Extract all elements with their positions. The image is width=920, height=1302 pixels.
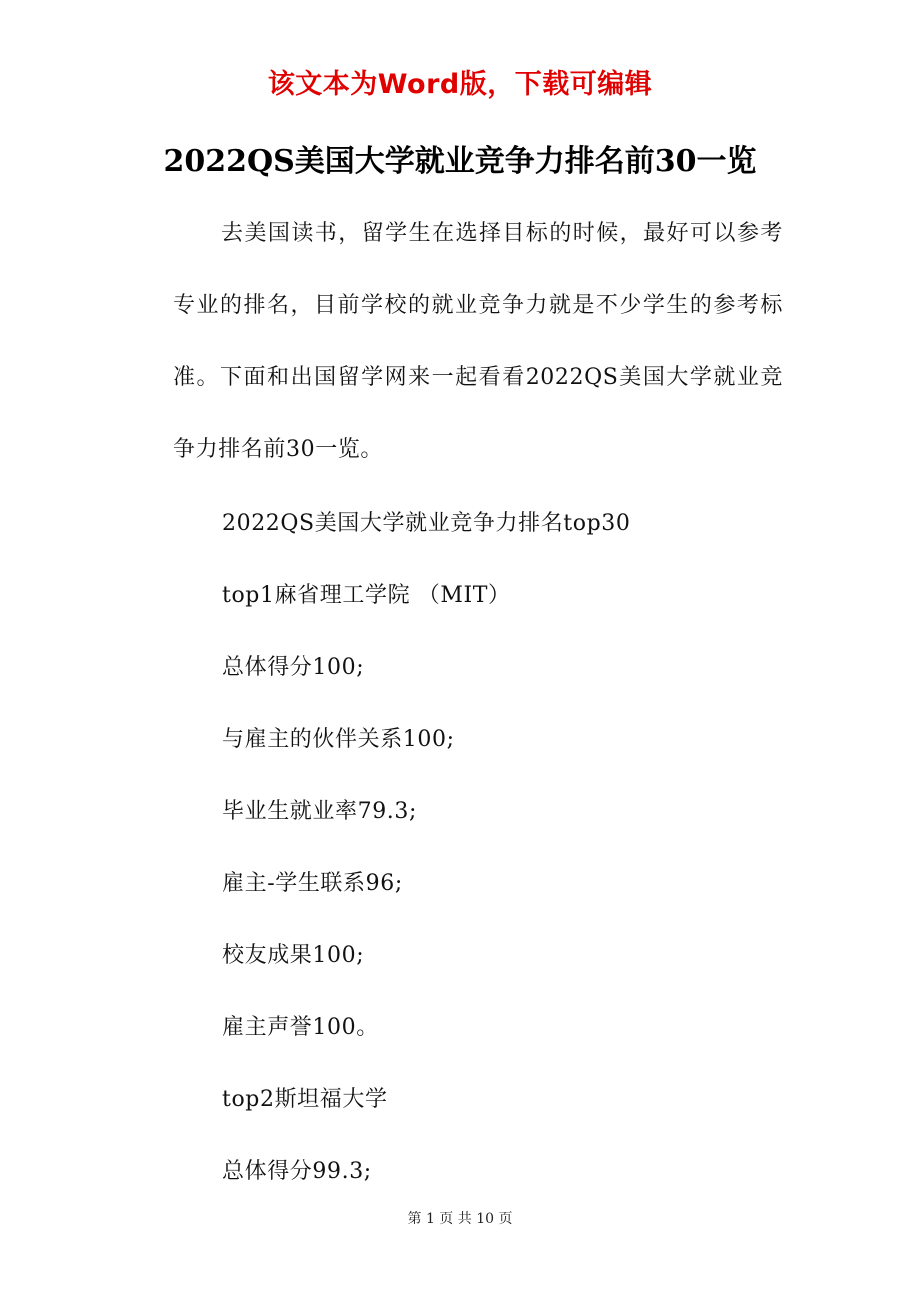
download-banner: 该文本为Word版，下载可编辑 xyxy=(267,69,653,100)
section-heading: 2022QS美国大学就业竞争力排名top30 xyxy=(222,511,631,536)
score-line: 雇主-学生联系96; xyxy=(222,871,403,896)
document-title: 2022QS美国大学就业竞争力排名前30一览 xyxy=(163,144,757,179)
score-line: 毕业生就业率79.3; xyxy=(222,799,417,824)
intro-paragraph: 去美国读书，留学生在选择目标的时候，最好可以参考专业的排名，目前学校的就业竞争力就是不少学生的参考标准。下面和出国留学网来一起看看2022QS美国大学就业竞争力排名前30一览。 xyxy=(173,221,783,462)
score-line: 雇主声誉100。 xyxy=(222,1015,379,1040)
score-line: 与雇主的伙伴关系100; xyxy=(222,727,455,752)
rank-entry: top1麻省理工学院 （MIT） xyxy=(222,583,511,608)
score-line: 总体得分99.3; xyxy=(222,1159,372,1184)
page-number-footer: 第 1 页 共 10 页 xyxy=(407,1211,513,1227)
score-line: 校友成果100; xyxy=(222,943,365,968)
rank-entry: top2斯坦福大学 xyxy=(222,1087,388,1112)
score-line: 总体得分100; xyxy=(222,655,365,680)
